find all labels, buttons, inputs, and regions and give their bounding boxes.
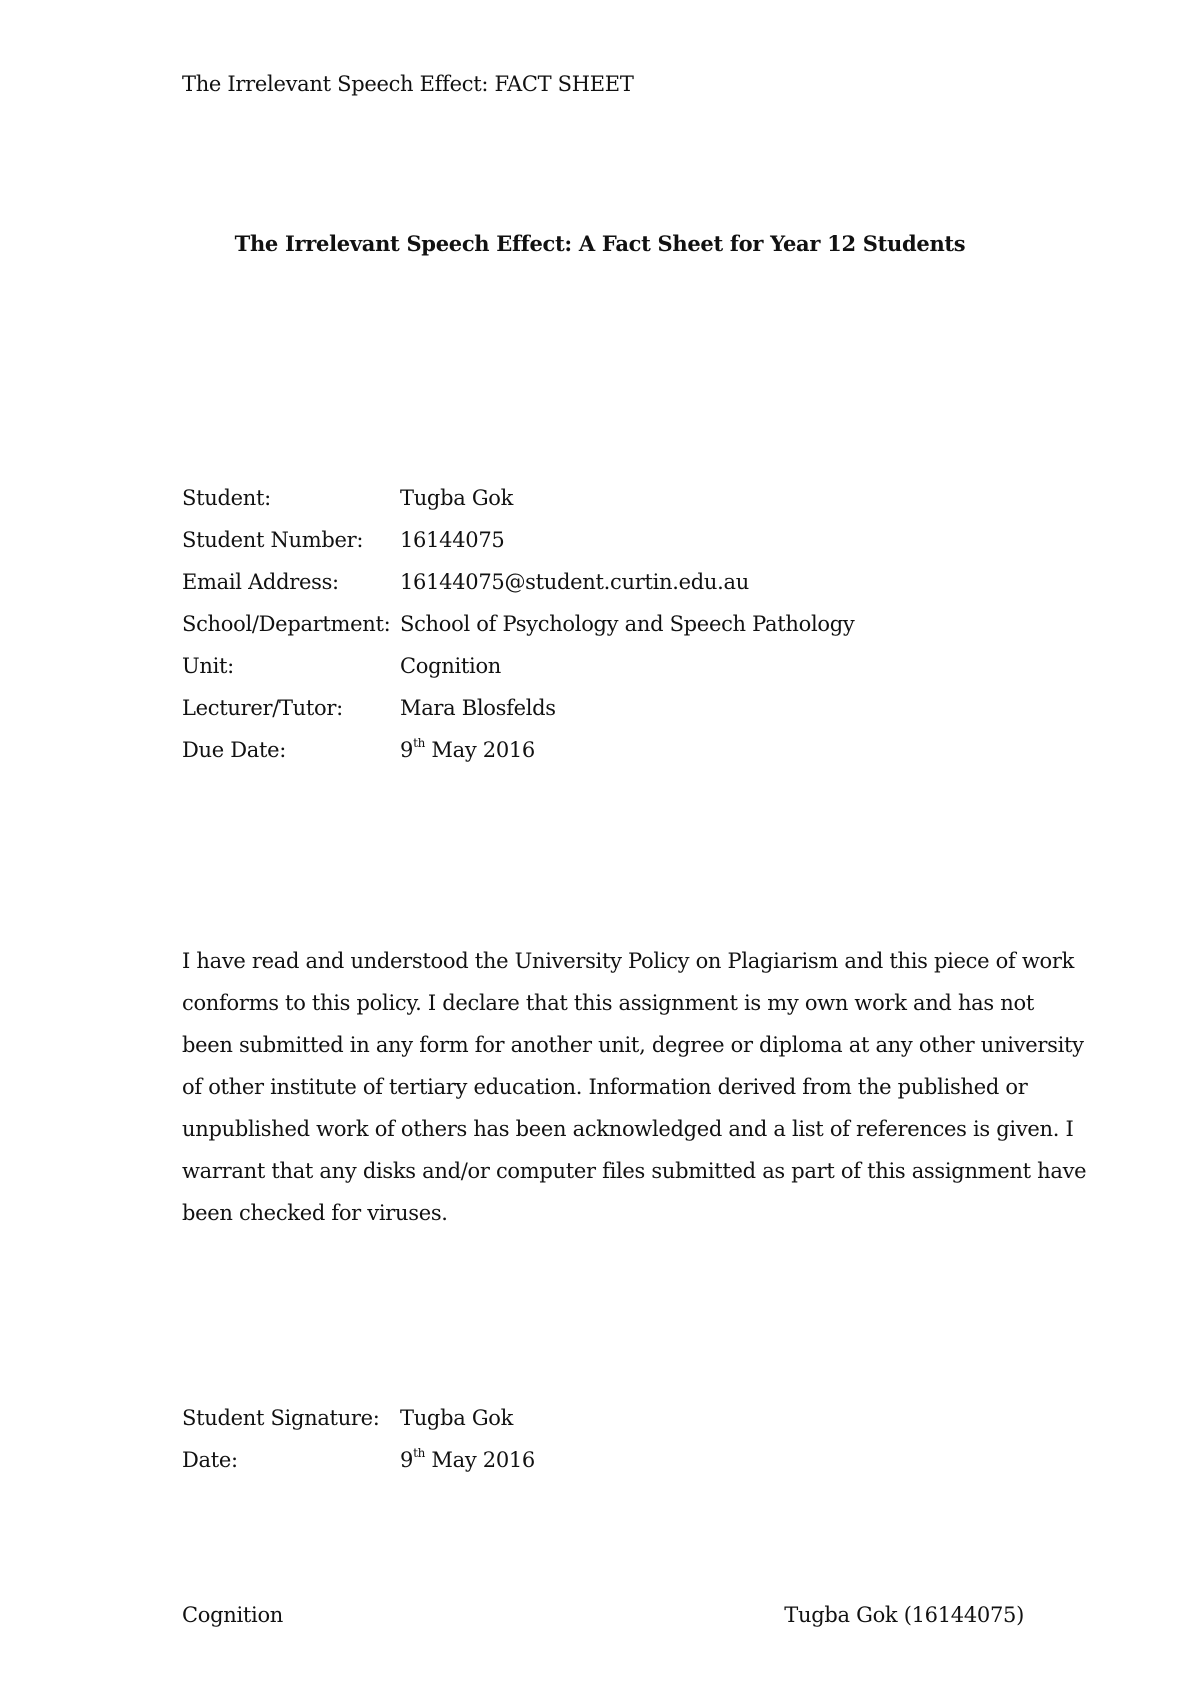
declaration-line: of other institute of tertiary education. Information derived from the published or xyxy=(182,1075,1028,1099)
lecturer-row xyxy=(182,687,854,729)
student-label: Student: xyxy=(182,486,271,510)
unit-row xyxy=(182,645,854,687)
student-number-row xyxy=(182,519,854,561)
email-value: 16144075@student.curtin.edu.au xyxy=(400,570,749,594)
declaration-line: unpublished work of others has been acknowledged and a list of references is given. I xyxy=(182,1117,1074,1141)
signature-date-rest: May 2016 xyxy=(425,1448,535,1472)
footer-unit: Cognition xyxy=(182,1603,284,1627)
signature-row xyxy=(182,1397,535,1439)
signature-value: Tugba Gok xyxy=(400,1406,514,1430)
student-info-block xyxy=(182,477,854,771)
declaration-line: been submitted in any form for another unit, degree or diploma at any other university xyxy=(182,1033,1084,1057)
signature-date-suffix: th xyxy=(413,1446,426,1460)
footer-author: Tugba Gok (16144075) xyxy=(784,1603,1024,1627)
student-row xyxy=(182,477,854,519)
signature-date-label: Date: xyxy=(182,1448,238,1472)
student-number-value: 16144075 xyxy=(400,528,505,552)
student-number-label: Student Number: xyxy=(182,528,364,552)
email-row xyxy=(182,561,854,603)
email-label: Email Address: xyxy=(182,570,339,594)
declaration-line: conforms to this policy. I declare that this assignment is my own work and has not xyxy=(182,991,1034,1015)
student-value: Tugba Gok xyxy=(400,486,514,510)
declaration-line: been checked for viruses. xyxy=(182,1201,448,1225)
running-header: The Irrelevant Speech Effect: FACT SHEET xyxy=(182,72,634,96)
school-value: School of Psychology and Speech Pathology xyxy=(400,612,855,636)
declaration-line: warrant that any disks and/or computer files submitted as part of this assignment have xyxy=(182,1159,1087,1183)
plagiarism-declaration xyxy=(182,940,1087,1234)
unit-value: Cognition xyxy=(400,654,502,678)
signature-block xyxy=(182,1397,535,1481)
due-date-row xyxy=(182,729,854,771)
school-label: School/Department: xyxy=(182,612,391,636)
signature-date-day: 9 xyxy=(400,1448,414,1472)
due-date-rest: May 2016 xyxy=(425,738,535,762)
declaration-line: I have read and understood the University Policy on Plagiarism and this piece of work xyxy=(182,949,1075,973)
due-date-suffix: th xyxy=(413,736,426,750)
due-date-day: 9 xyxy=(400,738,414,762)
signature-label: Student Signature: xyxy=(182,1406,380,1430)
unit-label: Unit: xyxy=(182,654,234,678)
due-date-value xyxy=(400,729,535,771)
lecturer-value: Mara Blosfelds xyxy=(400,696,556,720)
due-date-label: Due Date: xyxy=(182,738,287,762)
lecturer-label: Lecturer/Tutor: xyxy=(182,696,343,720)
school-row xyxy=(182,603,854,645)
signature-date-row xyxy=(182,1439,535,1481)
signature-date-value xyxy=(400,1439,535,1481)
document-title: The Irrelevant Speech Effect: A Fact Sheet for Year 12 Students xyxy=(234,231,966,256)
